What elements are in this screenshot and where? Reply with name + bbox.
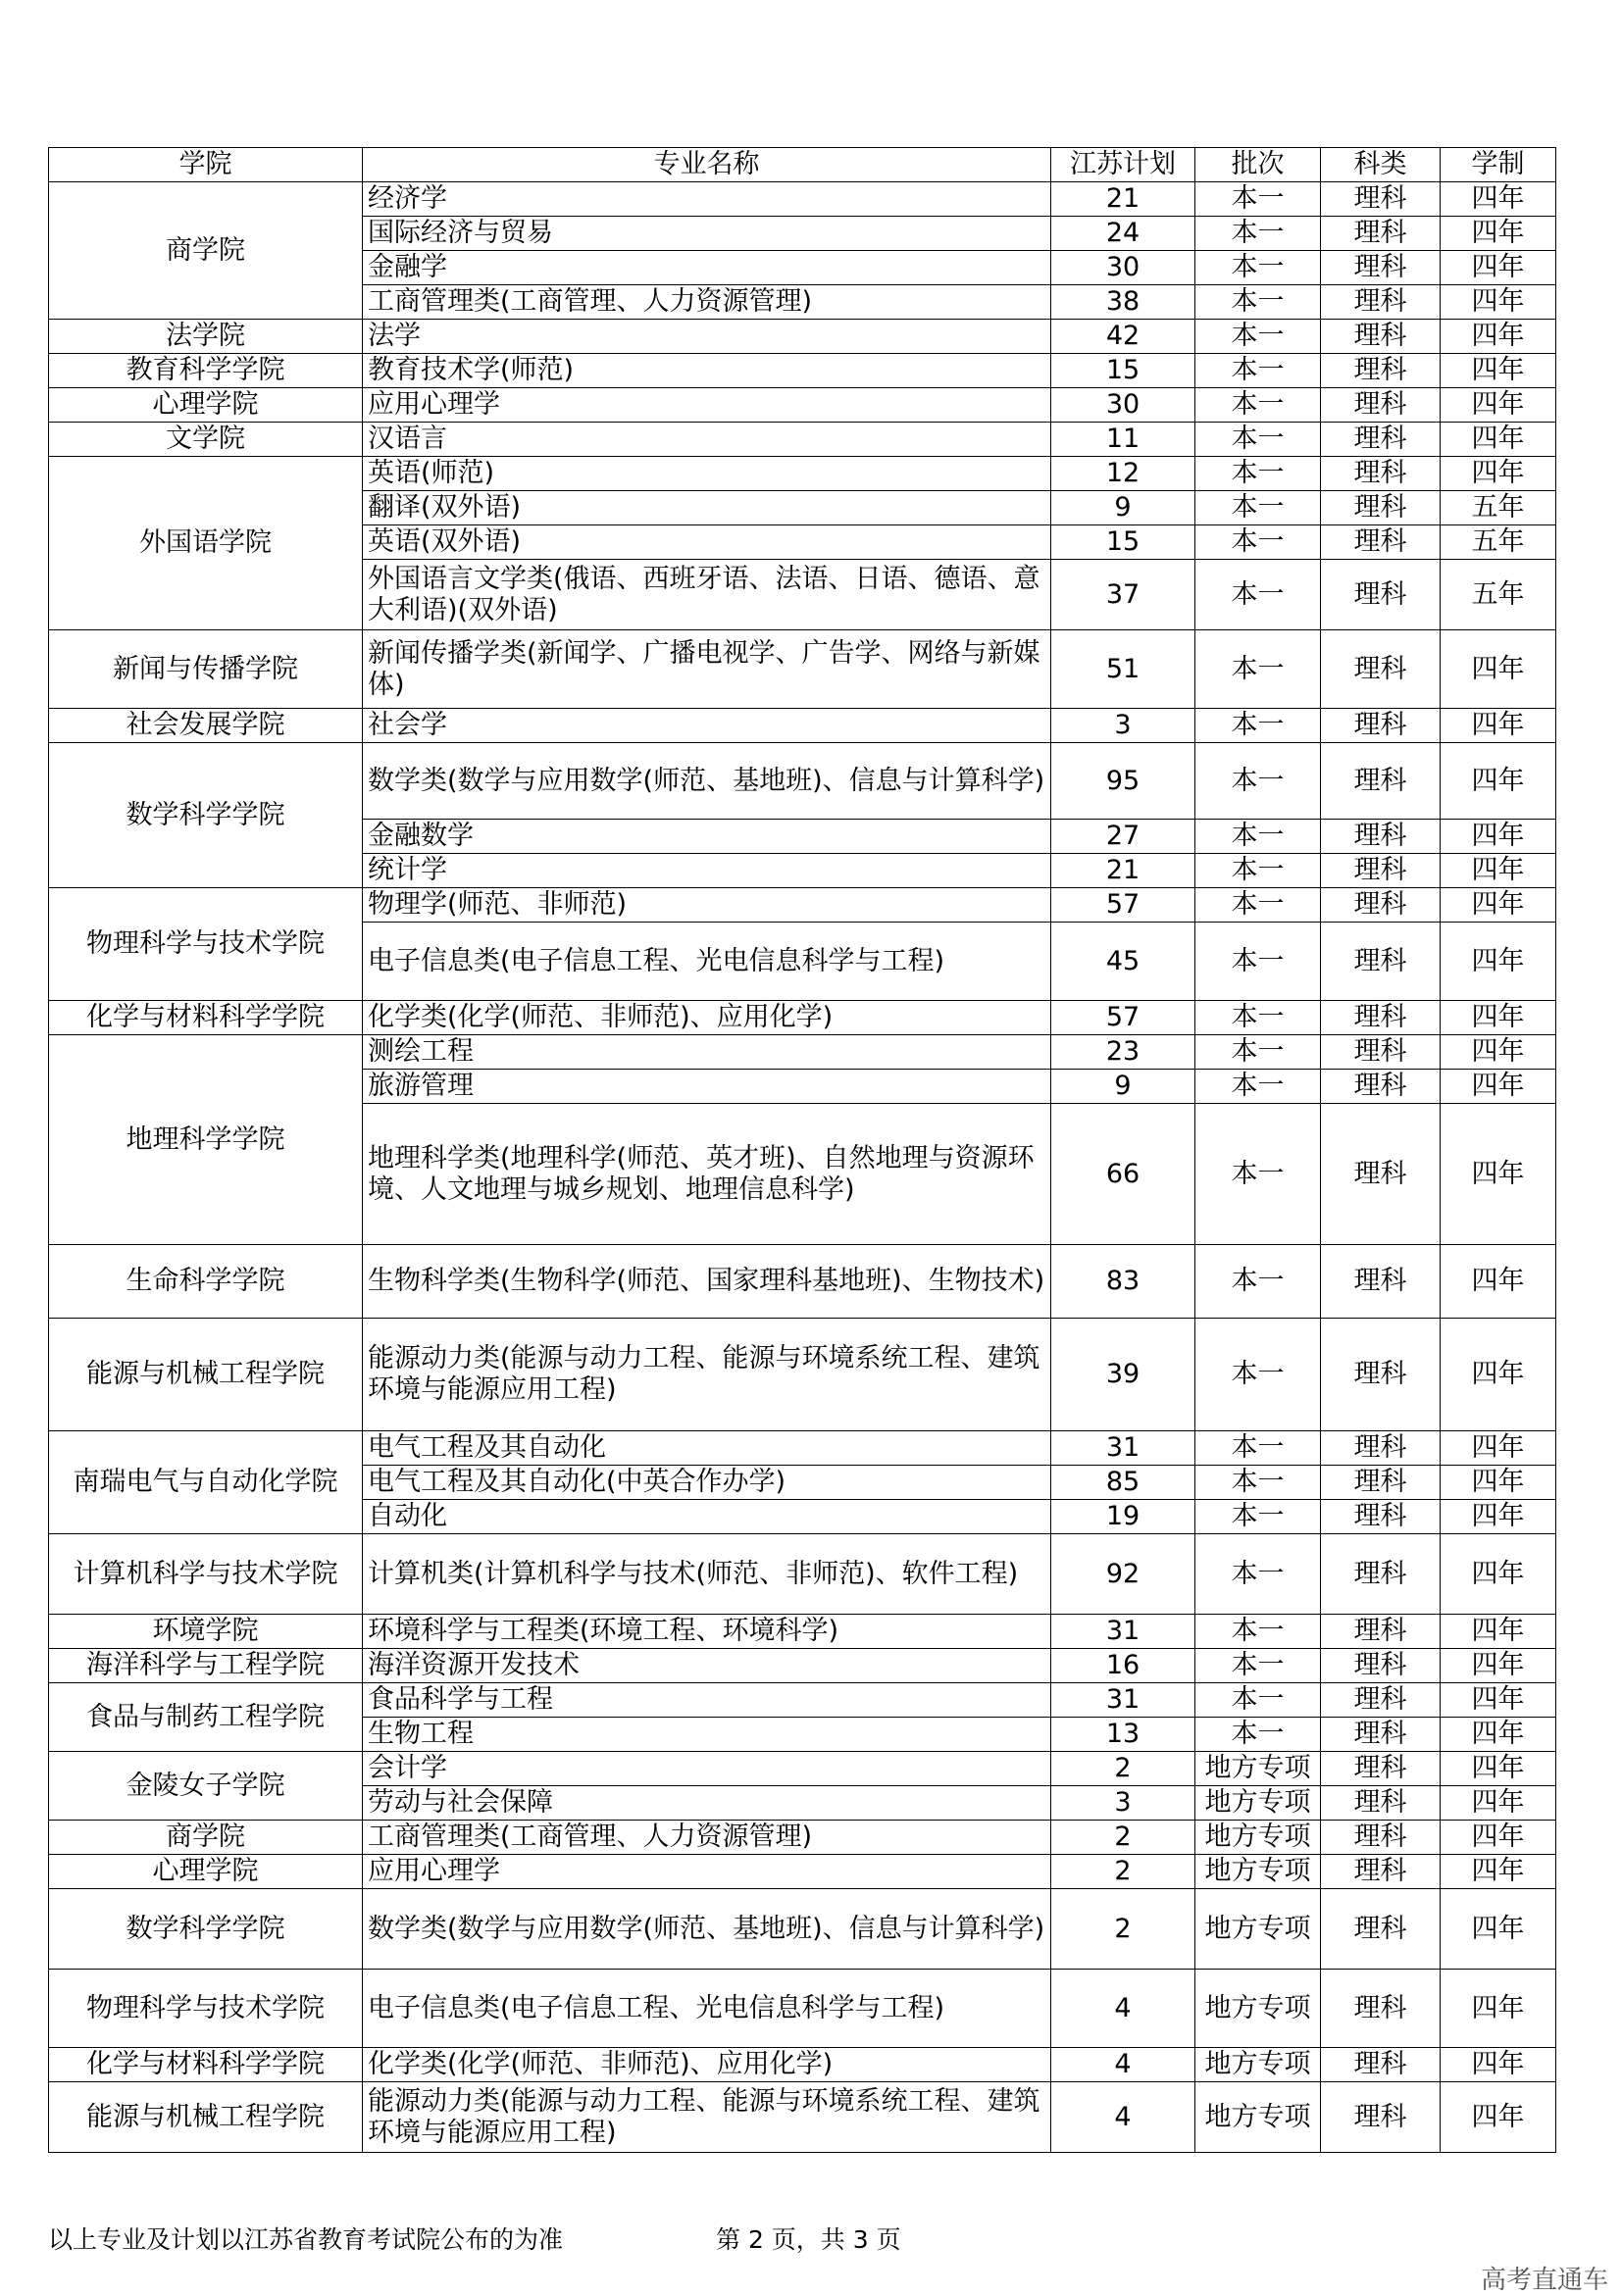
years-cell: 四年 (1441, 457, 1556, 491)
category-cell: 理科 (1321, 1970, 1441, 2048)
major-cell: 自动化 (363, 1500, 1051, 1534)
plan-cell: 83 (1051, 1245, 1195, 1319)
category-cell: 理科 (1321, 1500, 1441, 1534)
plan-cell: 3 (1051, 709, 1195, 743)
years-cell: 四年 (1441, 1970, 1556, 2048)
major-cell: 法学 (363, 320, 1051, 354)
years-cell: 四年 (1441, 709, 1556, 743)
years-cell: 四年 (1441, 630, 1556, 709)
years-cell: 四年 (1441, 251, 1556, 285)
batch-cell: 地方专项 (1195, 1821, 1321, 1855)
plan-cell: 12 (1051, 457, 1195, 491)
category-cell: 理科 (1321, 1786, 1441, 1821)
plan-cell: 11 (1051, 423, 1195, 457)
years-cell: 四年 (1441, 1070, 1556, 1104)
batch-cell: 本一 (1195, 525, 1321, 560)
watermark-text: 高考直通车 (1480, 2266, 1608, 2295)
batch-cell: 地方专项 (1195, 1752, 1321, 1786)
table-row (49, 1431, 1556, 1466)
table-row (49, 1245, 1556, 1319)
category-cell: 理科 (1321, 217, 1441, 251)
major-cell: 翻译(双外语) (363, 491, 1051, 525)
major-cell: 外国语言文学类(俄语、西班牙语、法语、日语、德语、意大利语)(双外语) (363, 560, 1051, 630)
years-cell: 四年 (1441, 888, 1556, 923)
header-batch: 批次 (1195, 148, 1321, 182)
college-cell: 数学科学学院 (49, 1889, 363, 1970)
years-cell: 四年 (1441, 923, 1556, 1001)
header-major: 专业名称 (363, 148, 1051, 182)
plan-cell: 31 (1051, 1615, 1195, 1649)
table-row (49, 1534, 1556, 1615)
plan-cell: 21 (1051, 182, 1195, 217)
batch-cell: 本一 (1195, 320, 1321, 354)
plan-cell: 27 (1051, 820, 1195, 854)
major-cell: 会计学 (363, 1752, 1051, 1786)
college-cell: 社会发展学院 (49, 709, 363, 743)
table-row (49, 354, 1556, 388)
years-cell: 四年 (1441, 1821, 1556, 1855)
category-cell: 理科 (1321, 2048, 1441, 2082)
major-cell: 统计学 (363, 854, 1051, 888)
years-cell: 四年 (1441, 1889, 1556, 1970)
table-row (49, 388, 1556, 423)
major-cell: 工商管理类(工商管理、人力资源管理) (363, 1821, 1051, 1855)
years-cell: 四年 (1441, 1431, 1556, 1466)
major-cell: 生物工程 (363, 1718, 1051, 1752)
major-cell: 计算机类(计算机科学与技术(师范、非师范)、软件工程) (363, 1534, 1051, 1615)
plan-cell: 31 (1051, 1431, 1195, 1466)
category-cell: 理科 (1321, 888, 1441, 923)
table-row (49, 423, 1556, 457)
category-cell: 理科 (1321, 1683, 1441, 1718)
category-cell: 理科 (1321, 388, 1441, 423)
major-cell: 测绘工程 (363, 1035, 1051, 1070)
plan-cell: 31 (1051, 1683, 1195, 1718)
plan-cell: 15 (1051, 354, 1195, 388)
batch-cell: 本一 (1195, 743, 1321, 820)
years-cell: 四年 (1441, 1855, 1556, 1889)
major-cell: 电气工程及其自动化(中英合作办学) (363, 1466, 1051, 1500)
header-years: 学制 (1441, 148, 1556, 182)
batch-cell: 本一 (1195, 1615, 1321, 1649)
years-cell: 四年 (1441, 1718, 1556, 1752)
plan-cell: 9 (1051, 491, 1195, 525)
batch-cell: 本一 (1195, 1245, 1321, 1319)
plan-cell: 39 (1051, 1319, 1195, 1431)
category-cell: 理科 (1321, 1070, 1441, 1104)
batch-cell: 本一 (1195, 1431, 1321, 1466)
plan-cell: 57 (1051, 888, 1195, 923)
table-header-row (49, 148, 1556, 182)
category-cell: 理科 (1321, 1649, 1441, 1683)
college-cell: 法学院 (49, 320, 363, 354)
college-cell: 计算机科学与技术学院 (49, 1534, 363, 1615)
batch-cell: 本一 (1195, 709, 1321, 743)
major-cell: 能源动力类(能源与动力工程、能源与环境系统工程、建筑环境与能源应用工程) (363, 1319, 1051, 1431)
college-cell: 化学与材料科学学院 (49, 1001, 363, 1035)
batch-cell: 本一 (1195, 285, 1321, 320)
batch-cell: 地方专项 (1195, 1889, 1321, 1970)
years-cell: 四年 (1441, 1245, 1556, 1319)
college-cell: 数学科学学院 (49, 743, 363, 888)
plan-cell: 9 (1051, 1070, 1195, 1104)
category-cell: 理科 (1321, 820, 1441, 854)
years-cell: 四年 (1441, 1104, 1556, 1245)
category-cell: 理科 (1321, 457, 1441, 491)
batch-cell: 地方专项 (1195, 1970, 1321, 2048)
major-cell: 环境科学与工程类(环境工程、环境科学) (363, 1615, 1051, 1649)
plan-cell: 37 (1051, 560, 1195, 630)
batch-cell: 本一 (1195, 1683, 1321, 1718)
major-cell: 电子信息类(电子信息工程、光电信息科学与工程) (363, 1970, 1051, 2048)
category-cell: 理科 (1321, 1752, 1441, 1786)
batch-cell: 本一 (1195, 854, 1321, 888)
years-cell: 四年 (1441, 743, 1556, 820)
category-cell: 理科 (1321, 1534, 1441, 1615)
category-cell: 理科 (1321, 1855, 1441, 1889)
table-row (49, 1615, 1556, 1649)
plan-cell: 30 (1051, 251, 1195, 285)
category-cell: 理科 (1321, 560, 1441, 630)
category-cell: 理科 (1321, 182, 1441, 217)
major-cell: 英语(双外语) (363, 525, 1051, 560)
plan-cell: 13 (1051, 1718, 1195, 1752)
college-cell: 文学院 (49, 423, 363, 457)
years-cell: 四年 (1441, 1615, 1556, 1649)
years-cell: 四年 (1441, 820, 1556, 854)
plan-cell: 2 (1051, 1855, 1195, 1889)
plan-cell: 2 (1051, 1821, 1195, 1855)
major-cell: 应用心理学 (363, 1855, 1051, 1889)
batch-cell: 本一 (1195, 423, 1321, 457)
table-row (49, 182, 1556, 217)
years-cell: 四年 (1441, 1534, 1556, 1615)
category-cell: 理科 (1321, 525, 1441, 560)
years-cell: 五年 (1441, 525, 1556, 560)
batch-cell: 本一 (1195, 888, 1321, 923)
college-cell: 食品与制药工程学院 (49, 1683, 363, 1752)
table-row (49, 743, 1556, 820)
table-row (49, 1752, 1556, 1786)
category-cell: 理科 (1321, 1615, 1441, 1649)
batch-cell: 本一 (1195, 457, 1321, 491)
college-cell: 物理科学与技术学院 (49, 1970, 363, 2048)
batch-cell: 本一 (1195, 1319, 1321, 1431)
plan-cell: 45 (1051, 923, 1195, 1001)
major-cell: 生物科学类(生物科学(师范、国家理科基地班)、生物技术) (363, 1245, 1051, 1319)
plan-cell: 24 (1051, 217, 1195, 251)
plan-cell: 3 (1051, 1786, 1195, 1821)
category-cell: 理科 (1321, 491, 1441, 525)
major-cell: 能源动力类(能源与动力工程、能源与环境系统工程、建筑环境与能源应用工程) (363, 2082, 1051, 2153)
years-cell: 四年 (1441, 1500, 1556, 1534)
category-cell: 理科 (1321, 1718, 1441, 1752)
batch-cell: 本一 (1195, 1649, 1321, 1683)
college-cell: 商学院 (49, 1821, 363, 1855)
category-cell: 理科 (1321, 743, 1441, 820)
header-plan: 江苏计划 (1051, 148, 1195, 182)
category-cell: 理科 (1321, 1001, 1441, 1035)
category-cell: 理科 (1321, 709, 1441, 743)
footer-note: 以上专业及计划以江苏省教育考试院公布的为准 (48, 2225, 564, 2254)
years-cell: 四年 (1441, 1001, 1556, 1035)
category-cell: 理科 (1321, 320, 1441, 354)
table-row (49, 1683, 1556, 1718)
major-cell: 金融数学 (363, 820, 1051, 854)
major-cell: 经济学 (363, 182, 1051, 217)
major-cell: 数学类(数学与应用数学(师范、基地班)、信息与计算科学) (363, 743, 1051, 820)
table-row (49, 1035, 1556, 1070)
table-row (49, 1855, 1556, 1889)
years-cell: 四年 (1441, 285, 1556, 320)
years-cell: 四年 (1441, 1319, 1556, 1431)
plan-cell: 38 (1051, 285, 1195, 320)
batch-cell: 本一 (1195, 1070, 1321, 1104)
plan-cell: 16 (1051, 1649, 1195, 1683)
college-cell: 金陵女子学院 (49, 1752, 363, 1821)
college-cell: 海洋科学与工程学院 (49, 1649, 363, 1683)
years-cell: 五年 (1441, 560, 1556, 630)
years-cell: 四年 (1441, 423, 1556, 457)
batch-cell: 本一 (1195, 1466, 1321, 1500)
college-cell: 南瑞电气与自动化学院 (49, 1431, 363, 1534)
table-row (49, 2048, 1556, 2082)
category-cell: 理科 (1321, 1889, 1441, 1970)
table-row (49, 2082, 1556, 2153)
major-cell: 社会学 (363, 709, 1051, 743)
major-cell: 食品科学与工程 (363, 1683, 1051, 1718)
years-cell: 五年 (1441, 491, 1556, 525)
college-cell: 地理科学学院 (49, 1035, 363, 1245)
college-cell: 生命科学学院 (49, 1245, 363, 1319)
college-cell: 商学院 (49, 182, 363, 320)
category-cell: 理科 (1321, 630, 1441, 709)
batch-cell: 本一 (1195, 354, 1321, 388)
years-cell: 四年 (1441, 1035, 1556, 1070)
major-cell: 电子信息类(电子信息工程、光电信息科学与工程) (363, 923, 1051, 1001)
category-cell: 理科 (1321, 1319, 1441, 1431)
table-row (49, 1970, 1556, 2048)
major-cell: 化学类(化学(师范、非师范)、应用化学) (363, 1001, 1051, 1035)
years-cell: 四年 (1441, 2048, 1556, 2082)
major-cell: 地理科学类(地理科学(师范、英才班)、自然地理与资源环境、人文地理与城乡规划、地理信息科学) (363, 1104, 1051, 1245)
plan-cell: 19 (1051, 1500, 1195, 1534)
major-cell: 劳动与社会保障 (363, 1786, 1051, 1821)
enrollment-plan-table (48, 147, 1556, 2153)
category-cell: 理科 (1321, 1104, 1441, 1245)
plan-cell: 4 (1051, 2048, 1195, 2082)
batch-cell: 本一 (1195, 1035, 1321, 1070)
category-cell: 理科 (1321, 251, 1441, 285)
category-cell: 理科 (1321, 1035, 1441, 1070)
category-cell: 理科 (1321, 1431, 1441, 1466)
major-cell: 电气工程及其自动化 (363, 1431, 1051, 1466)
batch-cell: 本一 (1195, 1104, 1321, 1245)
college-cell: 心理学院 (49, 388, 363, 423)
header-category: 科类 (1321, 148, 1441, 182)
plan-cell: 66 (1051, 1104, 1195, 1245)
college-cell: 外国语学院 (49, 457, 363, 630)
batch-cell: 本一 (1195, 1534, 1321, 1615)
table-row (49, 320, 1556, 354)
batch-cell: 本一 (1195, 251, 1321, 285)
years-cell: 四年 (1441, 182, 1556, 217)
batch-cell: 本一 (1195, 923, 1321, 1001)
years-cell: 四年 (1441, 854, 1556, 888)
category-cell: 理科 (1321, 1821, 1441, 1855)
plan-cell: 57 (1051, 1001, 1195, 1035)
batch-cell: 本一 (1195, 1500, 1321, 1534)
batch-cell: 本一 (1195, 820, 1321, 854)
plan-cell: 42 (1051, 320, 1195, 354)
table-row (49, 1319, 1556, 1431)
plan-cell: 15 (1051, 525, 1195, 560)
major-cell: 教育技术学(师范) (363, 354, 1051, 388)
years-cell: 四年 (1441, 1786, 1556, 1821)
plan-cell: 4 (1051, 1970, 1195, 2048)
plan-cell: 23 (1051, 1035, 1195, 1070)
batch-cell: 地方专项 (1195, 1855, 1321, 1889)
plan-cell: 2 (1051, 1752, 1195, 1786)
major-cell: 化学类(化学(师范、非师范)、应用化学) (363, 2048, 1051, 2082)
table-row (49, 1889, 1556, 1970)
category-cell: 理科 (1321, 854, 1441, 888)
major-cell: 汉语言 (363, 423, 1051, 457)
college-cell: 环境学院 (49, 1615, 363, 1649)
years-cell: 四年 (1441, 1466, 1556, 1500)
major-cell: 应用心理学 (363, 388, 1051, 423)
college-cell: 新闻与传播学院 (49, 630, 363, 709)
batch-cell: 本一 (1195, 560, 1321, 630)
plan-cell: 51 (1051, 630, 1195, 709)
batch-cell: 地方专项 (1195, 1786, 1321, 1821)
major-cell: 旅游管理 (363, 1070, 1051, 1104)
major-cell: 英语(师范) (363, 457, 1051, 491)
plan-cell: 2 (1051, 1889, 1195, 1970)
major-cell: 国际经济与贸易 (363, 217, 1051, 251)
batch-cell: 本一 (1195, 388, 1321, 423)
years-cell: 四年 (1441, 217, 1556, 251)
category-cell: 理科 (1321, 423, 1441, 457)
college-cell: 心理学院 (49, 1855, 363, 1889)
college-cell: 物理科学与技术学院 (49, 888, 363, 1001)
years-cell: 四年 (1441, 354, 1556, 388)
college-cell: 化学与材料科学学院 (49, 2048, 363, 2082)
major-cell: 工商管理类(工商管理、人力资源管理) (363, 285, 1051, 320)
table-row (49, 1001, 1556, 1035)
category-cell: 理科 (1321, 285, 1441, 320)
category-cell: 理科 (1321, 1245, 1441, 1319)
batch-cell: 本一 (1195, 182, 1321, 217)
table-row (49, 457, 1556, 491)
years-cell: 四年 (1441, 2082, 1556, 2153)
college-cell: 能源与机械工程学院 (49, 2082, 363, 2153)
category-cell: 理科 (1321, 923, 1441, 1001)
major-cell: 新闻传播学类(新闻学、广播电视学、广告学、网络与新媒体) (363, 630, 1051, 709)
page-number: 第 2 页，共 3 页 (716, 2225, 901, 2254)
table-row (49, 1821, 1556, 1855)
category-cell: 理科 (1321, 1466, 1441, 1500)
years-cell: 四年 (1441, 1683, 1556, 1718)
college-cell: 教育科学学院 (49, 354, 363, 388)
major-cell: 海洋资源开发技术 (363, 1649, 1051, 1683)
years-cell: 四年 (1441, 1649, 1556, 1683)
table-row (49, 630, 1556, 709)
category-cell: 理科 (1321, 2082, 1441, 2153)
plan-cell: 92 (1051, 1534, 1195, 1615)
batch-cell: 本一 (1195, 217, 1321, 251)
plan-cell: 30 (1051, 388, 1195, 423)
batch-cell: 本一 (1195, 1001, 1321, 1035)
college-cell: 能源与机械工程学院 (49, 1319, 363, 1431)
batch-cell: 地方专项 (1195, 2048, 1321, 2082)
major-cell: 金融学 (363, 251, 1051, 285)
table-row (49, 888, 1556, 923)
table-row (49, 709, 1556, 743)
plan-cell: 21 (1051, 854, 1195, 888)
major-cell: 数学类(数学与应用数学(师范、基地班)、信息与计算科学) (363, 1889, 1051, 1970)
major-cell: 物理学(师范、非师范) (363, 888, 1051, 923)
plan-cell: 4 (1051, 2082, 1195, 2153)
years-cell: 四年 (1441, 1752, 1556, 1786)
category-cell: 理科 (1321, 354, 1441, 388)
batch-cell: 地方专项 (1195, 2082, 1321, 2153)
years-cell: 四年 (1441, 388, 1556, 423)
batch-cell: 本一 (1195, 630, 1321, 709)
plan-cell: 95 (1051, 743, 1195, 820)
years-cell: 四年 (1441, 320, 1556, 354)
plan-cell: 85 (1051, 1466, 1195, 1500)
batch-cell: 本一 (1195, 491, 1321, 525)
header-college: 学院 (49, 148, 363, 182)
table-body (49, 182, 1556, 2153)
batch-cell: 本一 (1195, 1718, 1321, 1752)
table-row (49, 1649, 1556, 1683)
